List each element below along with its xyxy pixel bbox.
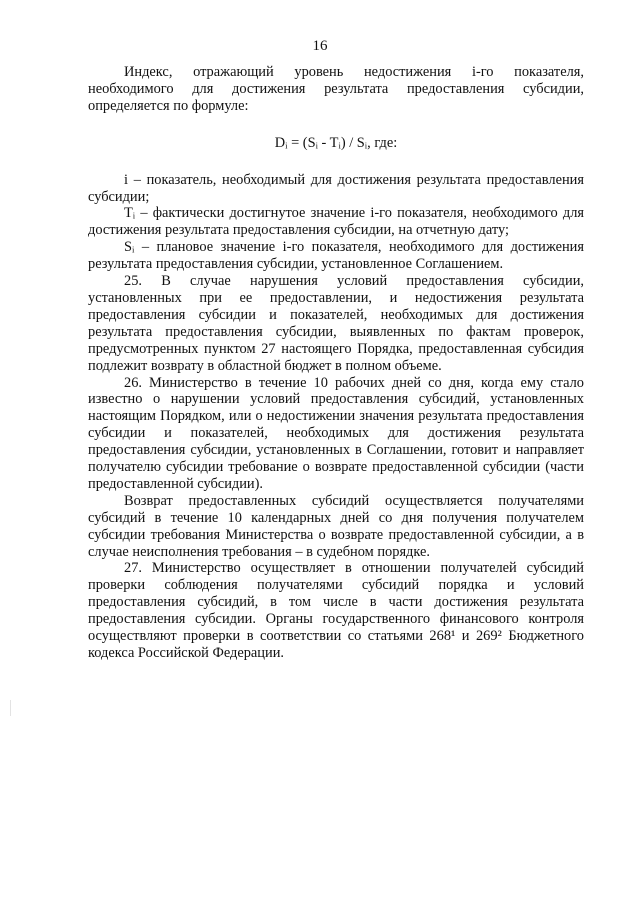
intro-paragraph: Индекс, отражающий уровень недостижения i-го показателя, необходимого для достижения результата предоставления субсидии, определяется по формуле:: [88, 64, 584, 114]
page-number: 16: [312, 38, 328, 54]
paragraph-27: 27. Министерство осуществляет в отношении получателей субсидий проверки соблюдения получателями субсидий порядка и условий предоставления субсидий, в том числе в части достижения результата предоставления субсидии. Органы государственного финансового контроля осуществляют проверки в соответствии со статьями 268¹ и 269² Бюджетного кодекса Российской Федерации.: [88, 560, 584, 661]
margin-mark: [10, 700, 11, 716]
paragraph-25: 25. В случае нарушения условий предоставления субсидии, установленных при ее предоставлении, и недостижения результата предоставления субсидии и показателей, необходимых для достижения результата предоставления субсидии, выявленных по фактам проверок, предусмотренных пунктом 27 настоящего Порядка, предоставленная субсидия подлежит возврату в областной бюджет в полном объеме.: [88, 273, 584, 374]
definition-t: Tᵢ – фактически достигнутое значение i-го показателя, необходимого для достижения результата предоставления субсидии, на отчетную дату;: [88, 205, 584, 239]
paragraph-26-continuation: Возврат предоставленных субсидий осуществляется получателями субсидий в течение 10 календарных дней со дня получения получателем субсидии требования Министерства о возврате предоставленной субсидии, а в случае неисполнения требования – в судебном порядке.: [88, 492, 584, 560]
formula: Dᵢ = (Sᵢ - Tᵢ) / Sᵢ, где:: [274, 134, 398, 151]
document-body: [88, 64, 584, 662]
definition-s: Sᵢ – плановое значение i-го показателя, необходимого для достижения результата предоставления субсидии, установленное Соглашением.: [88, 239, 584, 273]
definition-i: i – показатель, необходимый для достижения результата предоставления субсидии;: [88, 171, 584, 205]
paragraph-26: 26. Министерство в течение 10 рабочих дней со дня, когда ему стало известно о нарушении условий предоставления субсидий, установленных настоящим Порядком, или о недостижении значения результата предоставления субсидии и показателей, необходимых для достижения результата предоставления субсидии, установленных в Соглашении, готовит и направляет получателю субсидии требование о возврате предоставленной субсидии (части предоставленной субсидии).: [88, 374, 584, 492]
